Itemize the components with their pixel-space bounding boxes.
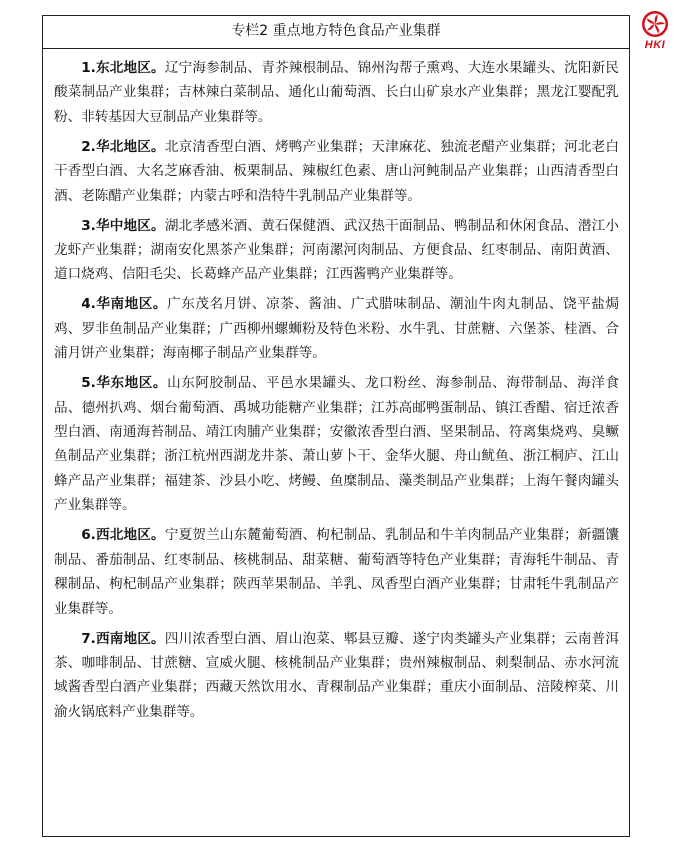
section-text: 北京清香型白酒、烤鸭产业集群；天津麻花、独流老醋产业集群；河北老白干香型白酒、大名芝麻香油、板栗制品、辣椒红色素、唐山河鲀制品产业集群；山西清香型白酒、老陈醋产业集群；内蒙古呼和浩特牛乳制品产业集群等。 xyxy=(54,138,619,204)
section-heading: 3.华中地区。 xyxy=(81,217,165,234)
section-east xyxy=(54,371,619,517)
box-title: 专栏2 重点地方特色食品产业集群 xyxy=(43,16,629,49)
hki-logo xyxy=(637,9,673,55)
box-body xyxy=(43,49,629,724)
section-heading: 5.华东地区。 xyxy=(81,375,168,392)
logo-text: HKI xyxy=(644,39,666,51)
column-box xyxy=(42,15,630,837)
section-text: 四川浓香型白酒、眉山泡菜、郫县豆瓣、遂宁肉类罐头产业集群；云南普洱茶、咖啡制品、甘蔗糖、宣威火腿、核桃制品产业集群；贵州辣椒制品、刺梨制品、赤水河流域酱香型白酒产业集群；西藏天然饮用水、青稞制品产业集群；重庆小面制品、涪陵榨菜、川渝火锅底料产业集群等。 xyxy=(54,630,619,720)
section-heading: 2.华北地区。 xyxy=(81,138,165,155)
section-text: 辽宁海参制品、青芥辣根制品、锦州沟帮子熏鸡、大连水果罐头、沈阳新民酸菜制品产业集群；吉林辣白菜制品、通化山葡萄酒、长白山矿泉水产业集群；黑龙江婴配乳粉、非转基因大豆制品产业集群等。 xyxy=(54,60,619,125)
section-text: 湖北孝感米酒、黄石保健酒、武汉热干面制品、鸭制品和休闲食品、潜江小龙虾产业集群；湖南安化黑茶产业集群；河南漯河肉制品、方便食品、红枣制品、南阳黄酒、道口烧鸡、信阳毛尖、长葛蜂产品产业集群；江西酱鸭产业集群等。 xyxy=(54,217,619,283)
section-text: 宁夏贺兰山东麓葡萄酒、枸杞制品、乳制品和牛羊肉制品产业集群；新疆馕制品、番茄制品、红枣制品、核桃制品、甜菜糖、葡萄酒等特色产业集群；青海牦牛制品、青稞制品、枸杞制品产业集群；陕西苹果制品、羊乳、凤香型白酒产业集群；甘肃牦牛乳制品产业集群等。 xyxy=(54,527,619,617)
section-southwest xyxy=(54,627,619,725)
section-northeast xyxy=(54,56,619,129)
section-text: 广东茂名月饼、凉茶、酱油、广式腊味制品、潮汕牛肉丸制品、饶平盐焗鸡、罗非鱼制品产业集群；广西柳州螺蛳粉及特色米粉、水牛乳、甘蔗糖、六堡茶、桂酒、合浦月饼产业集群；海南椰子制品产业集群等。 xyxy=(54,296,620,362)
section-south xyxy=(54,292,619,365)
section-heading: 4.华南地区。 xyxy=(81,296,168,313)
section-northwest xyxy=(54,523,619,621)
section-heading: 6.西北地区。 xyxy=(81,527,165,544)
section-north xyxy=(54,135,619,208)
section-central xyxy=(54,214,619,287)
section-heading: 7.西南地区。 xyxy=(81,630,165,647)
hki-emblem-icon xyxy=(637,9,673,39)
section-heading: 1.东北地区。 xyxy=(81,60,165,76)
section-text: 山东阿胶制品、平邑水果罐头、龙口粉丝、海参制品、海带制品、海洋食品、德州扒鸡、烟台葡萄酒、禹城功能糖产业集群；江苏高邮鸭蛋制品、镇江香醋、宿迁浓香型白酒、南通海苔制品、靖江肉脯产业集群；安徽浓香型白酒、坚果制品、符离集烧鸡、臭鳜鱼制品产业集群；浙江杭州西湖龙井茶、萧山萝卜干、金华火腿、舟山鱿鱼、浙江桐庐、江山蜂产品产业集群；福建茶、沙县小吃、烤鳗、鱼糜制品、藻类制品产业集群；上海午餐肉罐头产业集群等。 xyxy=(54,375,620,514)
